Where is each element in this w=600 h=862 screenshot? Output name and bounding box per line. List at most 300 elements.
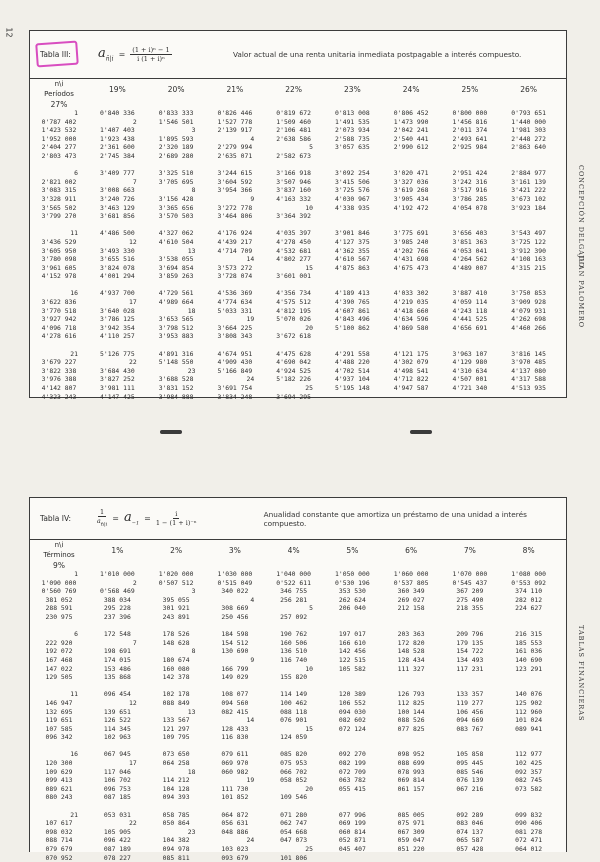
row-index: 18 xyxy=(187,767,196,776)
formula-numerator: (1 + i)ⁿ − 1 xyxy=(132,46,170,54)
table-cell: 4'278 450 xyxy=(276,237,311,246)
row-index: 14 xyxy=(246,716,255,725)
table-cell: 4'291 558 xyxy=(335,349,370,358)
table-cell: 060 814 xyxy=(338,827,366,836)
table-cell: 166 799 xyxy=(221,664,249,673)
table-cell: 047 073 xyxy=(280,836,308,845)
table-cell: 3'923 184 xyxy=(511,203,546,212)
table-cell: 3'681 856 xyxy=(100,212,135,221)
col-header: 5% xyxy=(346,545,359,555)
table-cell: 3'976 388 xyxy=(41,375,77,384)
table-cell: 4'869 580 xyxy=(393,323,429,332)
table-cell: 083 767 xyxy=(456,724,484,733)
table-cell: 5'100 862 xyxy=(335,323,370,332)
table-cell: 3'953 883 xyxy=(158,332,194,341)
table-cell: 111 327 xyxy=(397,664,425,673)
row-index: 6 xyxy=(74,169,78,178)
table-cell: 088 849 xyxy=(162,698,190,707)
table-cell: 3'691 754 xyxy=(217,384,253,392)
table-cell: 2'803 473 xyxy=(41,151,77,160)
table-cell: 4'418 660 xyxy=(393,306,429,315)
table-cell: 1'923 438 xyxy=(100,134,135,143)
table-cell: 3'605 950 xyxy=(41,246,77,255)
table-cell: 3'770 518 xyxy=(41,306,77,315)
table-cell: 3'092 254 xyxy=(335,169,370,178)
table-cell: 099 413 xyxy=(45,776,73,785)
table-cell: 112 960 xyxy=(515,707,543,716)
table-cell: 3'436 529 xyxy=(41,237,77,246)
table-cell: 212 158 xyxy=(397,604,425,613)
table-cell: 080 243 xyxy=(45,793,73,802)
table-cell: 4'035 397 xyxy=(276,229,311,238)
table-cell: 064 012 xyxy=(515,845,543,853)
table-cell: 367 209 xyxy=(456,587,484,596)
table-cell: 3'942 354 xyxy=(100,323,135,332)
table-cell: 3'984 888 xyxy=(158,392,194,401)
table-cell: 109 629 xyxy=(45,767,73,776)
table-cell: 3'954 366 xyxy=(217,186,253,195)
table-cell: 085 811 xyxy=(162,853,190,862)
col-header: 21% xyxy=(226,84,244,94)
table-cell: 4'110 257 xyxy=(100,332,135,341)
row-index: 5 xyxy=(309,143,313,152)
table-cell: 147 022 xyxy=(45,664,73,673)
table-cell: 096 422 xyxy=(103,836,131,845)
table-cell: 1'546 501 xyxy=(158,117,194,126)
table-cell: 060 982 xyxy=(221,767,249,776)
table-cell: 132 695 xyxy=(45,707,73,716)
table-cell: 3'493 330 xyxy=(100,246,135,255)
table-cell: 381 052 xyxy=(45,595,73,604)
row-index: 4 xyxy=(250,595,255,604)
table-cell: 4'278 616 xyxy=(41,332,77,341)
table-cell: 230 975 xyxy=(45,612,73,621)
table-cell: 4'937 700 xyxy=(100,289,135,298)
table-cell: 3'161 139 xyxy=(511,177,546,186)
table-cell: 136 510 xyxy=(280,647,308,656)
row-index: 4 xyxy=(250,134,255,143)
row-index: 12 xyxy=(129,698,137,707)
table-cell: 2'951 424 xyxy=(452,169,488,178)
table-cell: 3'963 107 xyxy=(452,349,488,358)
table-cell: 4'532 681 xyxy=(276,246,311,255)
table-cell: 3'961 605 xyxy=(41,263,77,272)
col-header: 3% xyxy=(228,545,241,555)
table-cell: 174 015 xyxy=(103,655,131,664)
table-cell: 3'808 343 xyxy=(217,332,253,341)
table-cell: 101 806 xyxy=(280,853,308,862)
table-cell: 073 582 xyxy=(515,784,543,793)
table-cell: 250 456 xyxy=(221,612,249,621)
table-cell: 167 468 xyxy=(45,655,73,664)
table-cell: 340 022 xyxy=(221,587,249,596)
table-cell: 114 149 xyxy=(280,690,308,699)
table-cell: 3'156 428 xyxy=(158,194,194,203)
table-cell: 256 281 xyxy=(280,595,308,604)
row-index: 18 xyxy=(187,306,196,315)
table-cell: 160 506 xyxy=(280,638,308,647)
table-cell: 0'787 402 xyxy=(41,117,77,126)
table-cell: 0'560 769 xyxy=(41,587,77,596)
row-index: 1 xyxy=(74,109,78,117)
formula-equals: = xyxy=(144,513,151,523)
col-header: 7% xyxy=(463,545,476,555)
row-index: 17 xyxy=(129,759,137,768)
table-cell: 4'315 215 xyxy=(511,263,546,272)
table-cell: 4'059 114 xyxy=(452,298,488,307)
table-cell: 2'320 189 xyxy=(158,143,194,152)
table-cell: 135 868 xyxy=(103,673,131,682)
table-cell: 3'008 663 xyxy=(100,186,135,195)
side-author-2: JUAN PALOMERO xyxy=(577,255,585,329)
table-cell: 4'924 525 xyxy=(276,366,311,375)
table-cell: 063 782 xyxy=(338,776,366,785)
col-header: 20% xyxy=(167,84,185,94)
table-cell: 081 278 xyxy=(515,827,543,836)
table-cell: 154 512 xyxy=(221,638,249,647)
table-cell: 128 434 xyxy=(397,655,425,664)
col-header-n-bottom: Períodos xyxy=(44,90,74,99)
table-cell: 099 832 xyxy=(515,810,543,819)
table-cell: 160 080 xyxy=(162,664,190,673)
col-header: 22% xyxy=(285,84,302,94)
table-cell: 112 825 xyxy=(397,698,425,707)
formula-subscript: n̄|i xyxy=(105,55,114,63)
table-cell: 4'356 734 xyxy=(276,289,311,298)
table-cell: 133 567 xyxy=(162,716,190,725)
table-iv-column-headers xyxy=(30,540,566,570)
formula-fraction xyxy=(130,46,171,63)
table-cell: 3'673 102 xyxy=(511,194,546,203)
table-cell: 1'010 000 xyxy=(100,570,135,578)
table-cell: 3'083 315 xyxy=(41,186,77,195)
formula-one: 1 xyxy=(100,508,105,517)
table-cell: 4'690 042 xyxy=(276,358,311,367)
table-cell: 360 349 xyxy=(397,587,425,596)
table-cell: 106 702 xyxy=(103,776,131,785)
table-cell: 224 627 xyxy=(515,604,543,613)
table-cell: 4'610 504 xyxy=(158,237,194,246)
row-index: 25 xyxy=(305,845,313,853)
table-cell: 107 617 xyxy=(45,819,73,828)
table-cell: 2'361 600 xyxy=(100,143,135,152)
table-cell: 3'679 227 xyxy=(41,358,77,367)
table-cell: 222 920 xyxy=(45,638,73,647)
table-cell: 087 189 xyxy=(103,845,131,853)
row-index: 13 xyxy=(187,246,196,255)
table-cell: 114 212 xyxy=(162,776,190,785)
table-cell: 3'684 430 xyxy=(100,366,135,375)
table-cell: 3'705 695 xyxy=(158,177,194,186)
table-cell: 0'819 672 xyxy=(276,109,311,117)
table-cell: 117 231 xyxy=(456,664,484,673)
table-cell: 4'909 430 xyxy=(217,358,253,367)
table-cell: 124 059 xyxy=(280,733,308,742)
table-cell: 1'070 000 xyxy=(452,570,488,578)
table-cell: 4'431 698 xyxy=(393,255,429,264)
table-cell: 4'575 512 xyxy=(276,298,311,307)
table-cell: 3'905 434 xyxy=(393,194,429,203)
table-cell: 4'714 709 xyxy=(217,246,253,255)
table-cell: 3'834 248 xyxy=(217,392,253,401)
table-cell: 178 526 xyxy=(162,630,190,639)
table-cell: 172 820 xyxy=(397,638,425,647)
row-index: 14 xyxy=(246,255,255,264)
table-cell: 3'831 152 xyxy=(158,384,194,392)
side-author-1: CONCEPCIÓN DELGADO xyxy=(577,165,585,269)
table-cell: 082 199 xyxy=(338,759,366,768)
table-cell: 4'488 220 xyxy=(335,358,370,367)
table-cell: 4'033 302 xyxy=(393,289,429,298)
table-cell: 048 886 xyxy=(221,827,249,836)
table-cell: 153 486 xyxy=(103,664,131,673)
table-cell: 2'279 994 xyxy=(217,143,253,152)
table-cell: 161 036 xyxy=(515,647,543,656)
table-cell: 148 528 xyxy=(397,647,425,656)
table-cell: 3'664 225 xyxy=(217,323,253,332)
table-cell: 2'588 735 xyxy=(335,134,370,143)
table-cell: 066 702 xyxy=(280,767,308,776)
table-cell: 4'176 924 xyxy=(217,229,253,238)
table-iv-formula xyxy=(97,508,264,528)
table-cell: 4'460 266 xyxy=(511,323,546,332)
table-cell: 140 690 xyxy=(515,655,543,664)
table-cell: 3'543 497 xyxy=(511,229,546,238)
table-cell: 3'240 726 xyxy=(100,194,135,203)
row-index: 21 xyxy=(70,349,78,358)
table-cell: 4'486 500 xyxy=(100,229,135,238)
table-cell: 4'947 587 xyxy=(393,384,429,392)
table-cell: 0'840 336 xyxy=(100,109,135,117)
table-cell: 237 396 xyxy=(103,612,131,621)
table-cell: 117 046 xyxy=(103,767,131,776)
side-section-title: TABLAS FINANCIERAS xyxy=(577,625,585,722)
table-cell: 3'656 403 xyxy=(452,229,488,238)
fold-mark xyxy=(160,430,182,434)
table-cell: 5'033 331 xyxy=(217,306,253,315)
table-cell: 0'553 092 xyxy=(511,578,546,587)
table-cell: 3'775 691 xyxy=(393,229,429,238)
table-cell: 3'328 911 xyxy=(41,194,77,203)
table-cell: 218 355 xyxy=(456,604,484,613)
table-cell: 096 753 xyxy=(103,784,131,793)
table-cell: 105 582 xyxy=(338,664,366,673)
table-cell: 085 546 xyxy=(456,767,484,776)
table-cell: 3'619 268 xyxy=(393,186,429,195)
table-cell: 4'607 861 xyxy=(335,306,370,315)
table-cell: 088 526 xyxy=(397,716,425,725)
table-cell: 089 941 xyxy=(515,724,543,733)
table-cell: 077 996 xyxy=(338,810,366,819)
table-iv-header xyxy=(30,498,566,540)
col-header: 27% xyxy=(50,99,68,109)
table-cell: 3'655 516 xyxy=(100,255,135,264)
table-cell: 3'325 510 xyxy=(158,169,194,178)
table-cell: 4'096 718 xyxy=(41,323,77,332)
table-cell: 395 055 xyxy=(162,595,190,604)
table-cell: 082 602 xyxy=(338,716,366,725)
table-cell: 4'507 001 xyxy=(452,375,488,384)
table-cell: 075 953 xyxy=(280,759,308,768)
table-cell: 067 945 xyxy=(103,750,131,759)
table-cell: 1'020 000 xyxy=(158,570,194,578)
formula-equals: = xyxy=(112,513,119,523)
table-cell: 092 270 xyxy=(338,750,366,759)
table-cell: 109 795 xyxy=(162,733,190,742)
table-cell: 262 624 xyxy=(338,595,366,604)
table-cell: 1'491 535 xyxy=(335,117,370,126)
table-iii xyxy=(29,30,567,401)
table-cell: 098 952 xyxy=(397,750,425,759)
table-iii-formula xyxy=(98,46,233,63)
col-header: 8% xyxy=(522,545,535,555)
row-index: 16 xyxy=(70,289,78,298)
table-cell: 1'090 000 xyxy=(41,578,77,587)
table-cell: 3'827 252 xyxy=(100,375,135,384)
table-cell: 090 406 xyxy=(515,819,543,828)
table-cell: 104 128 xyxy=(162,784,190,793)
table-cell: 0'515 049 xyxy=(217,578,253,587)
table-cell: 088 714 xyxy=(45,836,73,845)
table-cell: 3'786 285 xyxy=(452,194,488,203)
table-cell: 3'640 028 xyxy=(100,306,135,315)
table-cell: 2'493 641 xyxy=(452,134,488,143)
table-cell: 0'545 437 xyxy=(452,578,488,587)
row-index: 15 xyxy=(305,263,313,272)
formula-denominator: 1 − (1 + i)⁻ⁿ xyxy=(155,518,197,527)
row-index: 8 xyxy=(191,186,196,195)
table-iii-label xyxy=(40,50,98,59)
table-cell: 2'635 071 xyxy=(217,151,253,160)
table-cell: 064 258 xyxy=(162,759,190,768)
table-cell: 058 052 xyxy=(280,776,308,785)
col-header: 1% xyxy=(111,545,124,555)
table-cell: 3'244 615 xyxy=(217,169,253,178)
table-cell: 052 871 xyxy=(338,836,366,845)
table-cell: 074 137 xyxy=(456,827,484,836)
table-cell: 094 030 xyxy=(338,707,366,716)
table-cell: 0'813 008 xyxy=(335,109,370,117)
row-index: 23 xyxy=(187,827,196,836)
table-cell: 069 970 xyxy=(221,759,249,768)
row-index: 17 xyxy=(129,298,137,307)
table-cell: 190 762 xyxy=(280,630,308,639)
table-cell: 4'137 080 xyxy=(511,366,546,375)
table-cell: 111 730 xyxy=(221,784,249,793)
table-cell: 3'694 854 xyxy=(158,263,194,272)
table-cell: 067 309 xyxy=(397,827,425,836)
table-cell: 101 852 xyxy=(221,793,249,802)
table-cell: 146 947 xyxy=(45,698,73,707)
table-cell: 078 993 xyxy=(397,767,425,776)
table-cell: 4'202 766 xyxy=(393,246,429,255)
table-cell: 388 034 xyxy=(103,595,131,604)
col-header: 6% xyxy=(405,545,418,555)
table-cell: 4'812 195 xyxy=(276,306,311,315)
table-cell: 122 515 xyxy=(338,655,366,664)
table-cell: 1'440 000 xyxy=(511,117,546,126)
table-cell: 4'802 277 xyxy=(276,255,311,264)
col-header: 24% xyxy=(402,84,420,94)
row-index: 2 xyxy=(132,578,137,587)
table-cell: 3'725 122 xyxy=(511,237,546,246)
table-cell: 1'895 593 xyxy=(158,134,194,143)
table-cell: 098 032 xyxy=(45,827,73,836)
row-index: 24 xyxy=(246,375,255,384)
table-cell: 2'745 384 xyxy=(100,151,135,160)
table-cell: 061 157 xyxy=(397,784,425,793)
formula-denominator: i (1 + i)ⁿ xyxy=(137,55,165,63)
table-cell: 1'050 000 xyxy=(335,570,370,578)
table-cell: 3'364 392 xyxy=(276,212,311,221)
table-cell: 050 864 xyxy=(162,819,190,828)
table-cell: 130 690 xyxy=(221,647,249,656)
table-cell: 2'448 272 xyxy=(511,134,546,143)
table-cell: 4'513 935 xyxy=(511,384,546,392)
table-cell: 180 674 xyxy=(162,655,190,664)
table-cell: 192 072 xyxy=(45,647,73,656)
table-cell: 3'057 635 xyxy=(335,143,370,152)
table-cell: 203 363 xyxy=(397,630,425,639)
table-cell: 353 530 xyxy=(338,587,366,596)
table-iii-body xyxy=(30,109,566,401)
table-cell: 0'793 651 xyxy=(511,109,546,117)
table-cell: 096 342 xyxy=(45,733,73,742)
table-cell: 0'522 611 xyxy=(276,578,311,587)
table-cell: 1'060 000 xyxy=(393,570,429,578)
table-cell: 121 297 xyxy=(162,724,190,733)
table-cell: 078 227 xyxy=(103,853,131,862)
table-cell: 120 389 xyxy=(338,690,366,699)
page-number: 12 xyxy=(4,27,14,38)
table-cell: 3'909 928 xyxy=(511,298,546,307)
table-cell: 100 144 xyxy=(397,707,425,716)
row-index: 25 xyxy=(305,384,313,392)
row-index: 13 xyxy=(187,707,196,716)
table-cell: 085 820 xyxy=(280,750,308,759)
table-cell: 3'166 918 xyxy=(276,169,311,178)
table-cell: 108 077 xyxy=(221,690,249,699)
table-iii-label-text: Tabla III: xyxy=(40,50,71,59)
table-cell: 4'030 967 xyxy=(335,194,370,203)
table-cell: 5'166 849 xyxy=(217,366,253,375)
table-cell: 3'912 390 xyxy=(511,246,546,255)
row-index: 21 xyxy=(70,810,78,819)
table-cell: 3'507 946 xyxy=(276,177,311,186)
table-cell: 295 228 xyxy=(103,604,131,613)
table-cell: 3'622 836 xyxy=(41,298,77,307)
table-cell: 4'302 079 xyxy=(393,358,429,367)
table-cell: 2'106 481 xyxy=(276,126,311,135)
table-cell: 1'527 778 xyxy=(217,117,253,126)
row-index: 16 xyxy=(70,750,78,759)
col-header: 9% xyxy=(53,560,65,570)
col-header-n xyxy=(30,540,88,560)
table-cell: 1'030 000 xyxy=(217,570,253,578)
table-cell: 094 669 xyxy=(456,716,484,725)
table-cell: 4'219 035 xyxy=(393,298,429,307)
table-cell: 102 425 xyxy=(515,759,543,768)
table-cell: 3'020 471 xyxy=(393,169,429,178)
table-cell: 126 793 xyxy=(397,690,425,699)
formula-symbol xyxy=(98,46,114,63)
table-cell: 4'163 332 xyxy=(276,194,311,203)
table-cell: 072 471 xyxy=(515,836,543,845)
table-cell: 3'415 506 xyxy=(335,177,370,186)
table-cell: 116 830 xyxy=(221,733,249,742)
table-cell: 2'863 640 xyxy=(511,143,546,152)
table-cell: 1'509 460 xyxy=(276,117,311,126)
